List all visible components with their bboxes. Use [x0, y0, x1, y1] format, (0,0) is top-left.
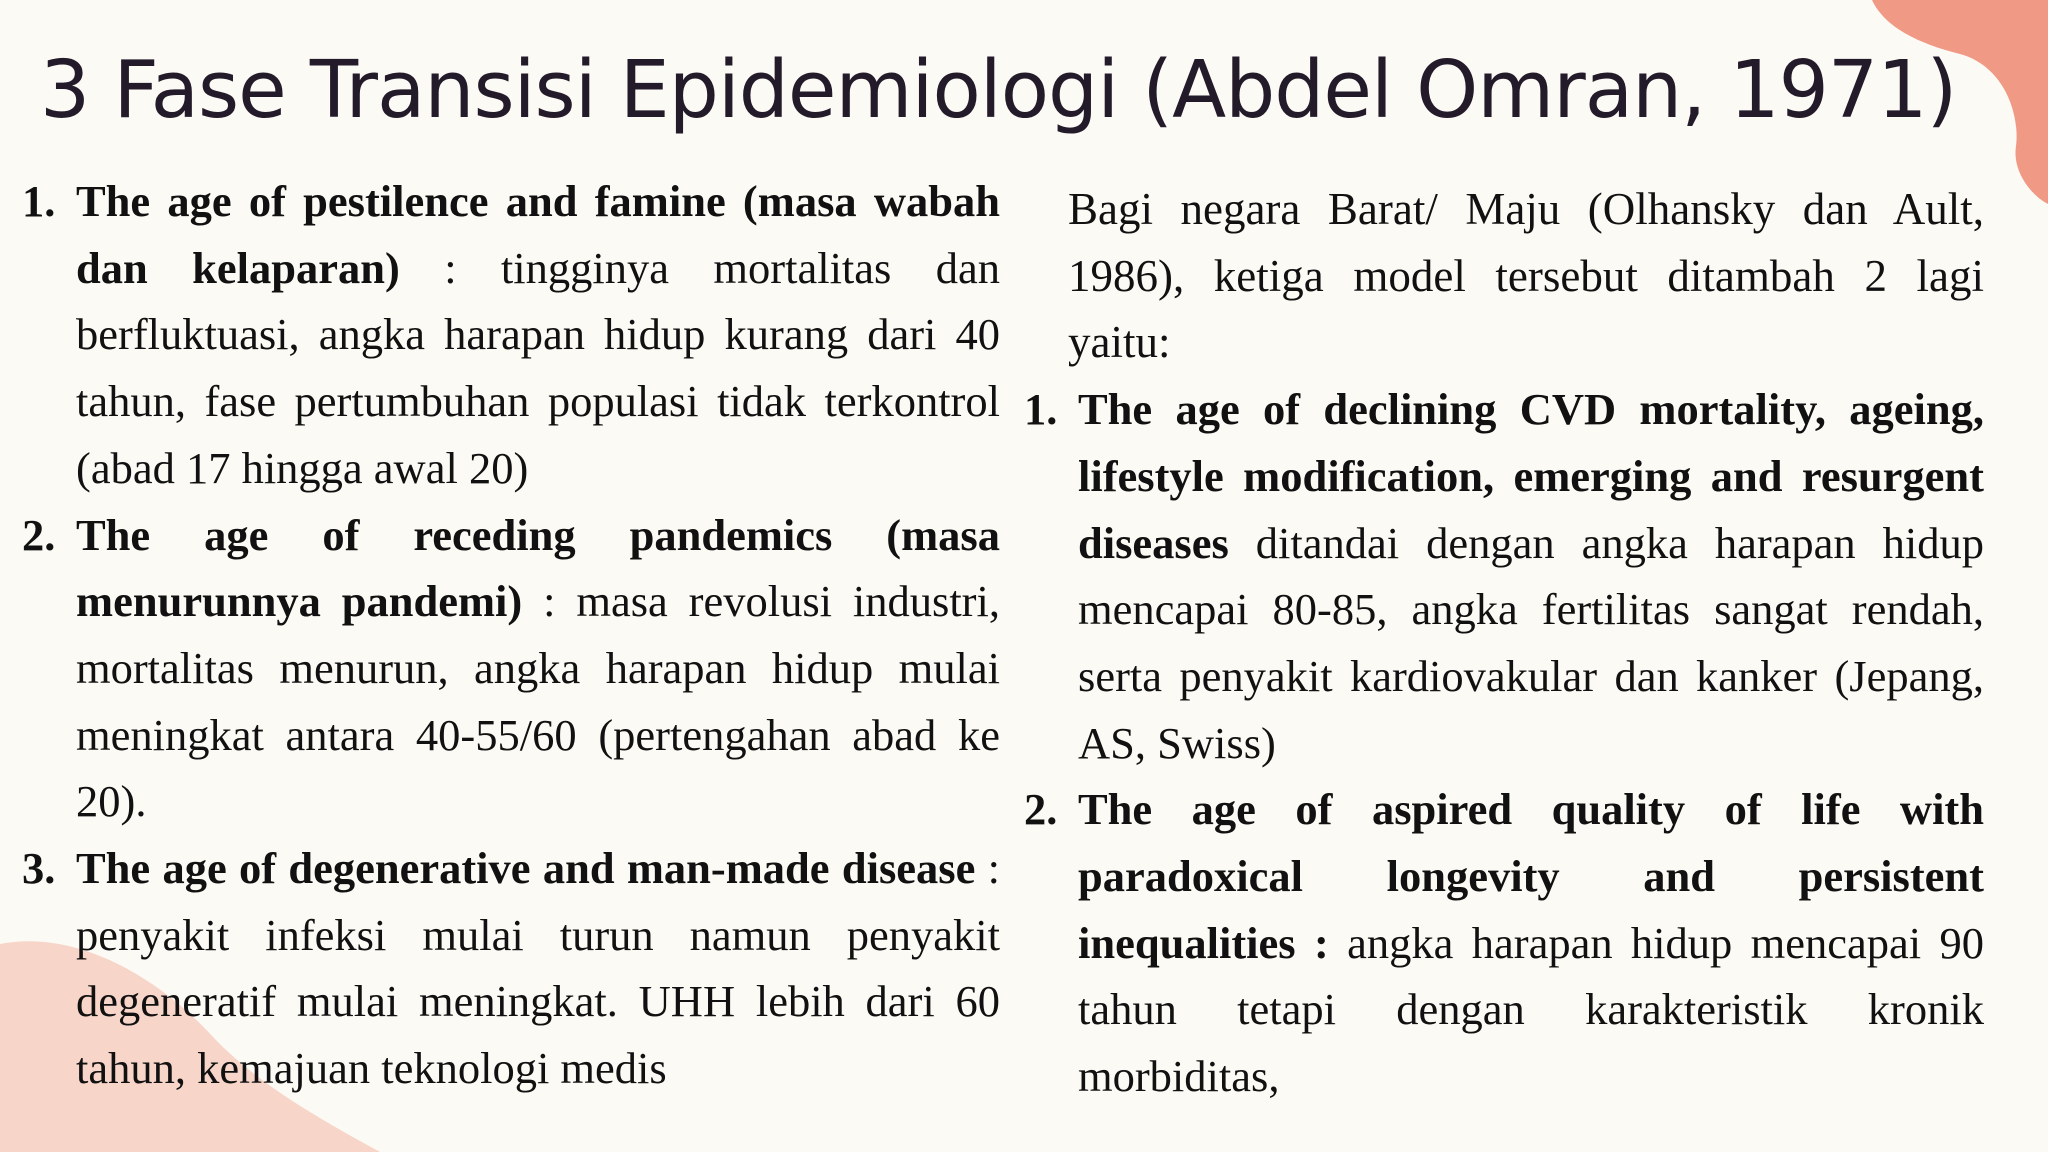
list-item-number: 2.: [1024, 784, 1058, 835]
right-column-intro: Bagi negara Barat/ Maju (Olhansky dan Ault, 1986), ketiga model tersebut ditambah 2 lagi yaitu:: [1068, 184, 1984, 368]
list-item: [22, 835, 1000, 1102]
list-item-text: : masa revolusi industri, mortalitas menurun, angka harapan hidup mulai meningkat antara 40-55/60 (pertengahan abad ke 20).: [76, 576, 1000, 827]
list-item-heading: The age of aspired quality of life with paradoxical longevity and persistent inequalities :: [1078, 784, 1984, 968]
list-item-number: 1.: [22, 176, 56, 226]
list-item-heading: The age of pestilence and famine (masa wabah dan kelaparan): [76, 176, 1000, 293]
list-item-number: 1.: [1024, 384, 1058, 435]
list-item-number: 3.: [22, 843, 56, 894]
left-column: [22, 168, 1000, 1102]
list-item: [1024, 776, 1984, 1110]
right-column: [1024, 176, 1984, 1110]
list-item-text: ditandai dengan angka harapan hidup mencapai 80-85, angka fertilitas sangat rendah, serta penyakit kardiovakular dan kanker (Jepang, AS, Swiss): [1078, 517, 1984, 768]
list-item: [1024, 376, 1984, 776]
list-item-body: [76, 168, 1000, 502]
list-item-body: [76, 835, 1000, 1102]
list-item-heading: The age of degenerative and man-made disease: [76, 843, 976, 894]
list-item-body: [1078, 376, 1984, 776]
phase-list: [22, 168, 1000, 1102]
list-item-body: [1078, 776, 1984, 1110]
list-item-text: : penyakit infeksi mulai turun namun penyakit degeneratif mulai meningkat. UHH lebih dari 60 tahun, kemajuan teknologi medis: [76, 843, 1000, 1094]
additional-phase-list: [1024, 376, 1984, 1110]
slide-title: 3 Fase Transisi Epidemiologi (Abdel Omran, 1971): [40, 44, 1957, 136]
list-item-heading: The age of declining CVD mortality, ageing, lifestyle modification, emerging and resurgent diseases: [1078, 384, 1984, 568]
list-item-body: [76, 502, 1000, 836]
list-item-heading: The age of receding pandemics (masa menurunnya pandemi): [76, 509, 1000, 627]
list-item: [22, 168, 1000, 502]
list-item-number: 2.: [22, 509, 56, 560]
list-item-text: : tingginya mortalitas dan berfluktuasi, angka harapan hidup kurang dari 40 tahun, fase pertumbuhan populasi tidak terkontrol (abad 17 hingga awal 20): [76, 242, 1000, 493]
list-item-text: angka harapan hidup mencapai 90 tahun tetapi dengan karakteristik kronik morbiditas,: [1078, 917, 1984, 1102]
list-item: [22, 502, 1000, 836]
